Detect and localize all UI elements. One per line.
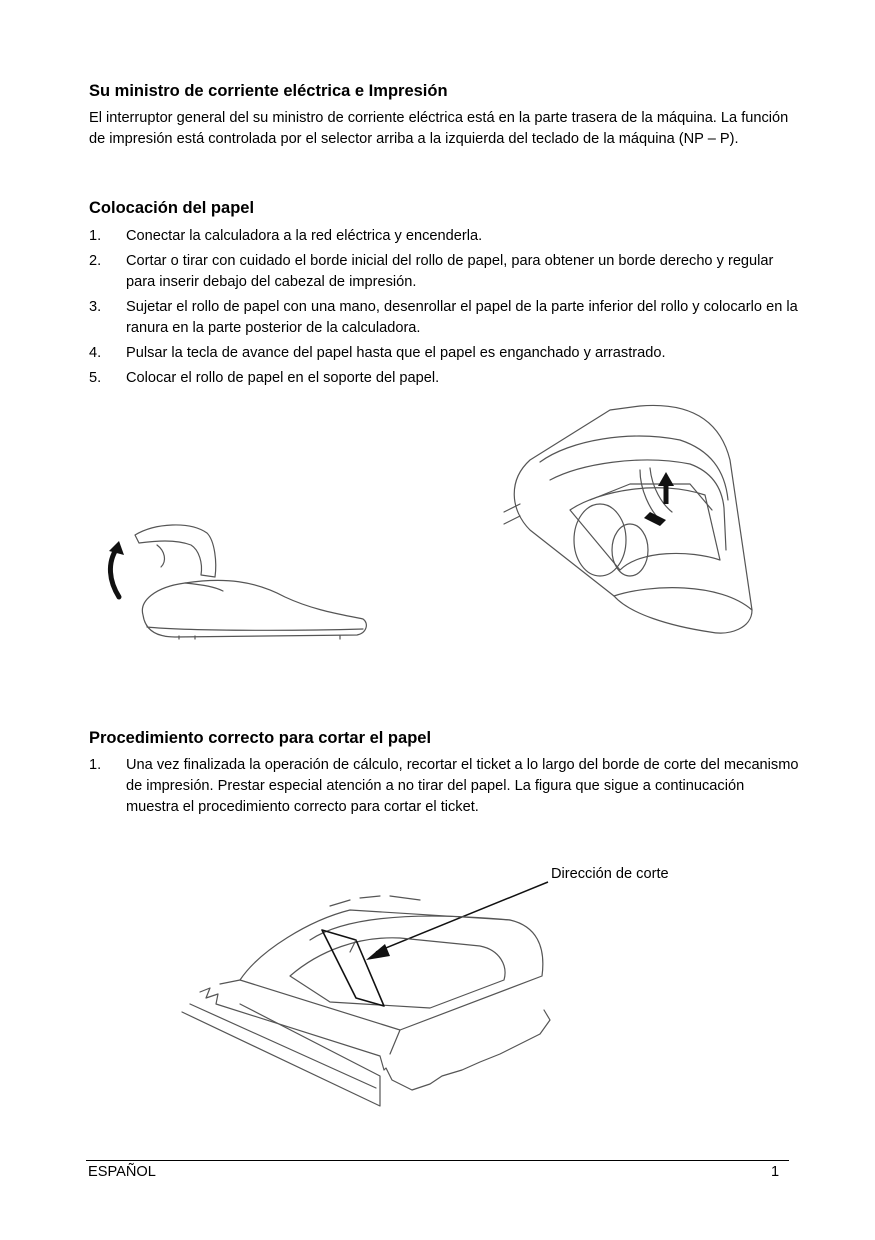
paper-cutting-illustration	[180, 880, 560, 1110]
list-item: 1. Conectar la calculadora a la red eléctrica y encenderla.	[89, 228, 483, 244]
list-item: 5. Colocar el rollo de papel en el soporte del papel.	[89, 370, 440, 386]
footer-divider	[86, 1160, 789, 1161]
page-number: 1	[771, 1164, 780, 1180]
list-item: 1. Una vez finalizada la operación de cálculo, recortar el ticket a lo largo del borde de corte del mecanismo de impresión. Prestar especial atención a no tirar del papel. La figura que sigue a continucación muestra el procedimiento correcto para cortar el ticket.	[89, 757, 799, 815]
list-item: 4. Pulsar la tecla de avance del papel hasta que el papel es enganchado y arrastrado.	[89, 345, 666, 361]
power-paragraph: El interruptor general del su ministro de corriente eléctrica está en la parte trasera de la máquina. La función de impresión está controlada por el selector arriba a la izquierda del teclado de la máquina (NP – P).	[89, 110, 789, 147]
list-item: 3. Sujetar el rollo de papel con una mano, desenrollar el papel de la parte inferior del rollo y colocarlo en la ranura en la parte posterior de la calculadora.	[89, 299, 798, 336]
cut-direction-label: Dirección de corte	[551, 866, 669, 882]
section-title-cutting: Procedimiento correcto para cortar el papel	[89, 729, 432, 747]
paper-insertion-illustration	[490, 400, 770, 640]
calculator-cover-illustration	[95, 515, 395, 645]
section-title-paper-loading: Colocación del papel	[89, 199, 255, 217]
paper-loading-steps	[89, 226, 799, 393]
cutting-steps	[89, 755, 799, 822]
list-item: 2. Cortar o tirar con cuidado el borde inicial del rollo de papel, para obtener un borde derecho y regular para inserir debajo del cabezal de impresión.	[89, 253, 774, 290]
section-title-power: Su ministro de corriente eléctrica e Impresión	[89, 82, 448, 100]
footer-language: ESPAÑOL	[88, 1164, 156, 1180]
